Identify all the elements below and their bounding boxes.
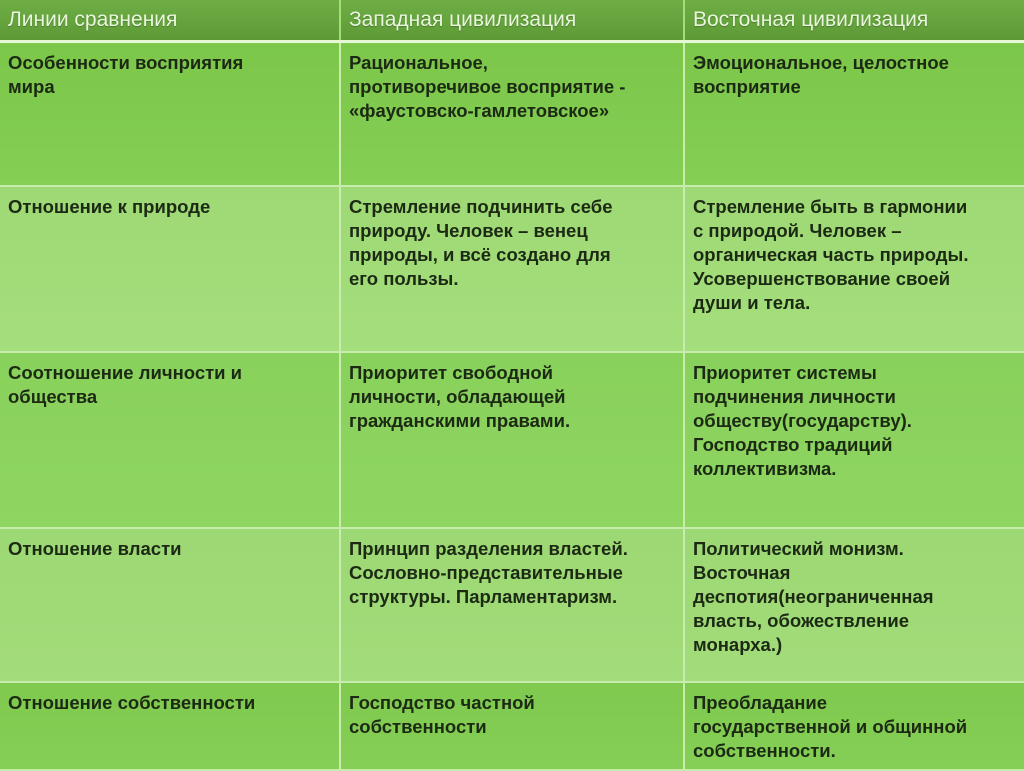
row-western-value: Рациональное, противоречивое восприятие - «фаустовско-гамлетовское» bbox=[340, 42, 684, 187]
row-criterion: Отношение к природе bbox=[0, 186, 340, 352]
table-row bbox=[0, 352, 1024, 528]
table-row bbox=[0, 186, 1024, 352]
header-eastern: Восточная цивилизация bbox=[684, 0, 1024, 42]
row-criterion: Отношение власти bbox=[0, 528, 340, 682]
row-eastern-value: Политический монизм. Восточная деспотия(неограниченная власть, обожествление монарха.) bbox=[684, 528, 1024, 682]
header-western: Западная цивилизация bbox=[340, 0, 684, 42]
row-criterion: Особенности восприятия мира bbox=[0, 42, 340, 187]
row-eastern-value: Эмоциональное, целостное восприятие bbox=[684, 42, 1024, 187]
header-criteria: Линии сравнения bbox=[0, 0, 340, 42]
row-western-value: Господство частной собственности bbox=[340, 682, 684, 770]
row-eastern-value: Приоритет системы подчинения личности обществу(государству). Господство традиций коллективизма. bbox=[684, 352, 1024, 528]
table-row bbox=[0, 42, 1024, 187]
row-western-value: Принцип разделения властей. Сословно-представительные структуры. Парламентаризм. bbox=[340, 528, 684, 682]
row-eastern-value: Преобладание государственной и общинной собственности. bbox=[684, 682, 1024, 770]
row-criterion: Соотношение личности и общества bbox=[0, 352, 340, 528]
row-eastern-value: Стремление быть в гармонии с природой. Человек – органическая часть природы. Усовершенствование своей души и тела. bbox=[684, 186, 1024, 352]
row-criterion: Отношение собственности bbox=[0, 682, 340, 770]
row-western-value: Стремление подчинить себе природу. Человек – венец природы, и всё создано для его пользы. bbox=[340, 186, 684, 352]
table-row bbox=[0, 528, 1024, 682]
table-row bbox=[0, 682, 1024, 770]
table-header-row bbox=[0, 0, 1024, 42]
row-western-value: Приоритет свободной личности, обладающей гражданскими правами. bbox=[340, 352, 684, 528]
